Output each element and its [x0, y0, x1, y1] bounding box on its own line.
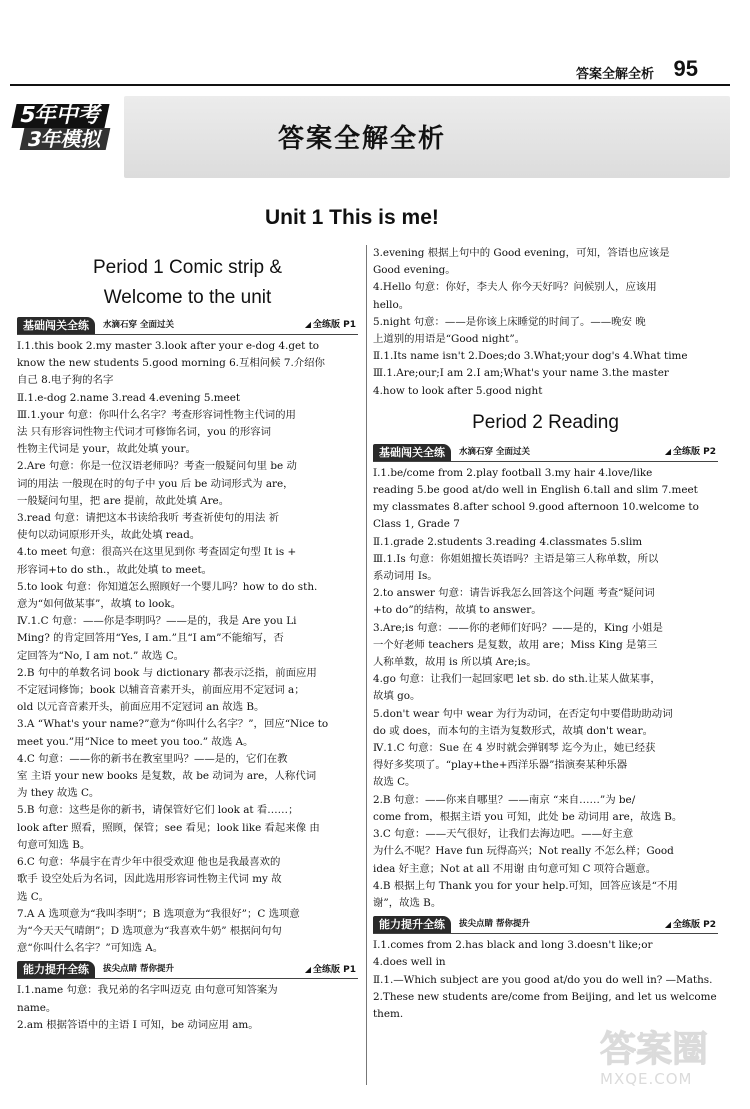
- answer-line: 性物主代词是 your，故此处填 your。: [17, 443, 196, 456]
- section-subtitle: 拔尖点睛 帮你提升: [459, 919, 530, 930]
- answer-line: 谢”，故选 B。: [373, 896, 442, 909]
- answer-block: [373, 937, 718, 1023]
- answer-line: 一般疑问句里，把 are 提前，故此处填 Are。: [17, 494, 230, 507]
- answer-line: Ⅰ.1.this book 2.my master 3.look after your e-dog 4.get to: [17, 340, 320, 352]
- answer-line: name。: [17, 1001, 57, 1014]
- answer-line: meet you.”用“Nice to meet you too.” 故选 A。: [17, 735, 254, 748]
- logo-line-1: 5年中考: [11, 104, 109, 128]
- answer-line: 故填 go。: [373, 690, 421, 703]
- page-number: 95: [673, 56, 698, 81]
- watermark-text: 答案圈: [600, 1029, 709, 1070]
- answer-line: 不定冠词修饰；book 以辅音音素开头，前面应用不定冠词 a；: [17, 684, 305, 697]
- answer-line: come from，根据主语 you 可知，此处 be 动词用 are，故选 B。: [373, 810, 683, 823]
- answer-line: 5.to look 句意：你知道怎么照顾好一个婴儿吗？how to do sth.: [17, 580, 318, 593]
- answer-block: [373, 465, 718, 912]
- section-header: [17, 961, 358, 979]
- section-page-ref: ◢ 全练版 P1: [305, 316, 356, 334]
- answer-line: 句意可知选 B。: [17, 838, 91, 851]
- answer-line: 为什么不呢？Have fun 玩得高兴；Not really 不怎么样；Good: [373, 845, 674, 858]
- running-head: 答案全解全析: [575, 67, 654, 82]
- answer-line: 故选 C。: [373, 776, 416, 789]
- header-rule: [10, 84, 730, 86]
- answer-line: Ⅲ.1.your 句意：你叫什么名字？考查形容词性物主代词的用: [17, 408, 296, 421]
- answer-line: them.: [373, 1007, 404, 1020]
- answer-line: 4.B 根据上句 Thank you for your help.可知，回答应该是“不用: [373, 879, 678, 892]
- answer-line: 自己 8.电子狗的名字: [17, 374, 114, 387]
- answer-line: Ⅱ.1.grade 2.students 3.reading 4.classmates 5.slim: [373, 535, 643, 548]
- section-title: 能力提升全练: [373, 916, 451, 933]
- answer-line: 一个好老师 teachers 是复数，故用 are；Miss King 是第三: [373, 638, 658, 651]
- answer-line: 系动词用 Is。: [373, 570, 438, 583]
- answer-line: Ⅰ.1.comes from 2.has black and long 3.doesn't like;or: [373, 939, 653, 952]
- answer-line: 4.does well in: [373, 956, 446, 969]
- answer-line: 法 只有形容词性物主代词才可修饰名词，you 的形容词: [17, 426, 272, 439]
- answer-line: 得好多奖项了。“play+the+西洋乐器”指演奏某种乐器: [373, 759, 628, 772]
- answer-line: idea 好主意；Not at all 不用谢 由句意可知 C 项符合题意。: [373, 862, 657, 875]
- answer-line: reading 5.be good at/do well in English 6.tall and slim 7.meet: [373, 484, 698, 497]
- answer-line: 3.A “What's your name?”意为“你叫什么名字？”，回应“Nice to: [17, 718, 329, 731]
- section-subtitle: 水滴石穿 全面过关: [459, 446, 530, 457]
- answer-line: 2.Are 句意：你是一位汉语老师吗？考查一般疑问句里 be 动: [17, 460, 297, 473]
- section-header: [17, 317, 358, 335]
- answer-line: 4.go 句意：让我们一起回家吧 let sb. do sth.让某人做某事，: [373, 673, 661, 686]
- answer-line: 选 C。: [17, 890, 50, 903]
- section-page-ref: ◢ 全练版 P2: [665, 916, 716, 934]
- answer-line: 意为“如何做某事”，故填 to look。: [17, 598, 182, 611]
- answer-line: Ⅱ.1.Its name isn't 2.Does;do 3.What;your dog's 4.What time: [373, 350, 688, 363]
- section-title: 基础闯关全练: [17, 317, 95, 334]
- answer-line: 室 主语 your new books 是复数，故 be 动词为 are，人称代词: [17, 770, 317, 783]
- section-title: 能力提升全练: [17, 961, 95, 978]
- section-subtitle: 拔尖点睛 帮你提升: [103, 964, 174, 975]
- answer-line: 4.to meet 句意：很高兴在这里见到你 考查固定句型 It is +: [17, 546, 297, 559]
- period-2-title: Period 2 Reading: [472, 411, 619, 433]
- answer-line: 定回答为“No, I am not.” 故选 C。: [17, 649, 185, 662]
- answer-line: 2.B 句中的单数名词 book 与 dictionary 都表示泛指，前面应用: [17, 666, 317, 679]
- answer-line: 人称单数，故用 is 所以填 Are;is。: [373, 656, 537, 669]
- answer-line: 3.evening 根据上句中的 Good evening，可知，答语也应该是: [373, 247, 670, 259]
- right-column: [373, 245, 718, 1023]
- answer-line: 意“你叫什么名字？”可知选 A。: [17, 942, 164, 955]
- answer-line: know the new students 5.good morning 6.互相问候 7.介绍你: [17, 357, 325, 370]
- watermark-url: MXQE.COM: [600, 1070, 693, 1088]
- answer-line: 词的用法 一般现在时的句子中 you 后 be 动词形式为 are，: [17, 477, 294, 490]
- answer-line: do 或 does，而本句的主语为复数形式，故填 don't wear。: [373, 724, 653, 737]
- answer-line: +to do”的结构，故填 to answer。: [373, 604, 542, 617]
- section-header: [373, 916, 718, 934]
- answer-line: my classmates 8.after school 9.good afternoon 10.welcome to: [373, 501, 699, 514]
- left-column: [17, 245, 358, 1034]
- answer-line: 4.C 句意：——你的新书在教室里吗？——是的，它们在教: [17, 752, 288, 765]
- period-1-title-line-1: Period 1 Comic strip &: [92, 257, 282, 278]
- answer-line: 2.to answer 句意：请告诉我怎么回答这个问题 考查“疑问词: [373, 587, 655, 600]
- answer-line: 使句以动词原形开头，故此处填 read。: [17, 529, 201, 542]
- brand-logo: [14, 104, 128, 152]
- logo-line-2: 3年模拟: [20, 128, 111, 150]
- answer-line: Ⅱ.1.—Which subject are you good at/do you do well in? —Maths.: [373, 973, 713, 986]
- answer-block: [17, 982, 358, 1034]
- answer-line: Ⅱ.1.e-dog 2.name 3.read 4.evening 5.meet: [17, 391, 241, 404]
- answer-line: 2.B 句意：——你来自哪里？——南京 “来自……”为 be/: [373, 793, 636, 806]
- unit-title: Unit 1 This is me!: [265, 206, 439, 229]
- answer-line: Good evening。: [373, 264, 456, 277]
- answer-line: 7.A A 选项意为“我叫李明”；B 选项意为“我很好”；C 选项意: [17, 907, 300, 920]
- answer-line: old 以元音音素开头，前面应用不定冠词 an 故选 B。: [17, 701, 265, 714]
- answer-line: 4.how to look after 5.good night: [373, 384, 543, 397]
- answer-line: Ⅲ.1.Is 句意：你姐姐擅长英语吗？主语是第三人称单数，所以: [373, 552, 659, 565]
- banner-title: 答案全解全析: [278, 124, 447, 154]
- answer-line: 3.Are;is 句意：——你的老师们好吗？——是的，King 小姐是: [373, 621, 663, 634]
- answer-block: [373, 245, 718, 400]
- period-1-title-line-2: Welcome to the unit: [103, 287, 272, 308]
- answer-line: 为 they 故选 C。: [17, 787, 100, 800]
- answer-line: Ⅳ.1.C 句意：——你是李明吗？——是的，我是 Are you Li: [17, 615, 297, 628]
- section-header: [373, 444, 718, 462]
- column-divider: [366, 245, 367, 1085]
- answer-line: Ming? 的肯定回答用“Yes, I am.”且“I am”不能缩写，否: [17, 632, 284, 645]
- answer-line: 5.don't wear 句中 wear 为行为动词，在否定句中要借助助动词: [373, 707, 673, 720]
- answer-line: 3.C 句意：——天气很好，让我们去海边吧。——好主意: [373, 828, 634, 841]
- answer-line: Ⅰ.1.name 句意：我兄弟的名字叫迈克 由句意可知答案为: [17, 984, 278, 997]
- answer-line: Ⅰ.1.be/come from 2.play football 3.my hair 4.love/like: [373, 466, 653, 479]
- answer-line: 2.These new students are/come from Beijing, and let us welcome: [373, 990, 717, 1003]
- section-subtitle: 水滴石穿 全面过关: [103, 319, 174, 330]
- answer-line: 2.am 根据答语中的主语 I 可知，be 动词应用 am。: [17, 1018, 259, 1031]
- answer-line: 形容词+to do sth.，故此处填 to meet。: [17, 563, 213, 576]
- answer-block: [17, 338, 358, 957]
- answer-line: Class 1, Grade 7: [373, 518, 460, 531]
- answer-line: look after 照看，照顾，保管；see 看见；look like 看起来像 由: [17, 821, 320, 834]
- section-page-ref: ◢ 全练版 P2: [665, 443, 716, 461]
- section-page-ref: ◢ 全练版 P1: [305, 961, 356, 979]
- answer-line: 5.B 句意：这些是你的新书，请保管好它们 look at 看……；: [17, 804, 299, 817]
- answer-line: Ⅳ.1.C 句意：Sue 在 4 岁时就会弹钢琴 迄今为止，她已经获: [373, 742, 656, 755]
- section-title: 基础闯关全练: [373, 444, 451, 461]
- answer-line: 4.Hello 句意：你好，李夫人 你今天好吗？问候别人，应该用: [373, 281, 657, 294]
- answer-line: 6.C 句意：华晨宇在青少年中很受欢迎 他也是我最喜欢的: [17, 856, 281, 869]
- answer-line: 5.night 句意：——是你该上床睡觉的时间了。——晚安 晚: [373, 315, 646, 328]
- answer-line: 为“今天天气晴朗”；D 选项意为“我喜欢牛奶” 根据问句句: [17, 924, 282, 937]
- watermark-logo: [600, 1030, 740, 1100]
- answer-line: 上道别的用语是“Good night”。: [373, 333, 526, 346]
- answer-line: Ⅲ.1.Are;our;I am 2.I am;What's your name 3.the master: [373, 367, 669, 380]
- answer-line: hello。: [373, 298, 410, 311]
- answer-line: 3.read 句意：请把这本书读给我听 考查祈使句的用法 祈: [17, 512, 279, 525]
- answer-line: 歌手 设空处后为名词，因此选用形容词性物主代词 my 故: [17, 873, 282, 886]
